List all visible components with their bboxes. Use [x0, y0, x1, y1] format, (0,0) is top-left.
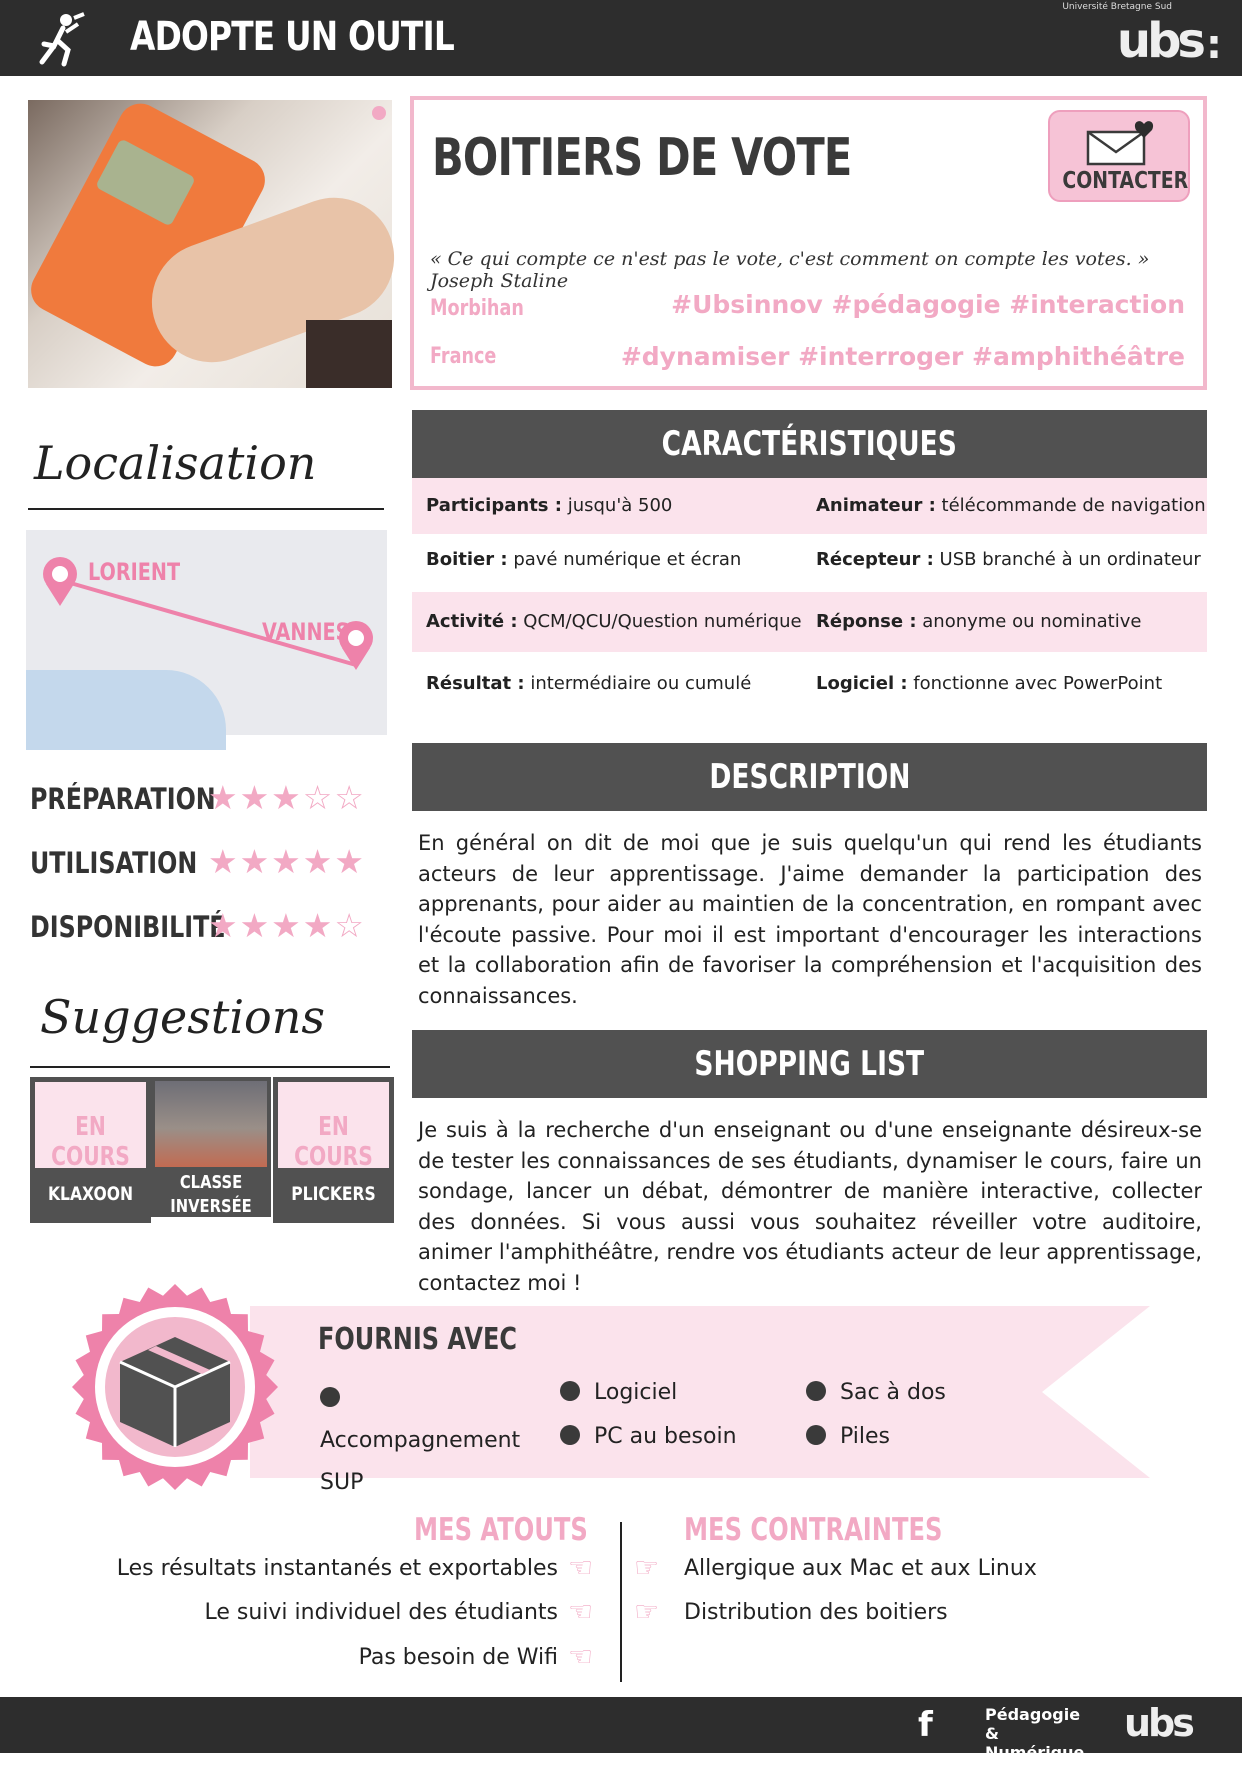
- quote: « Ce qui compte ce n'est pas le vote, c'est comment on compte les votes. » Joseph Staline: [430, 248, 1150, 292]
- suggestion-name: PLICKERS: [291, 1183, 376, 1205]
- atouts-divider: [620, 1522, 622, 1682]
- table-row: Résultat : intermédiaire ou cumulé Logiciel : fonctionne avec PowerPoint: [426, 673, 1163, 694]
- rating-label-disponibilite: DISPONIBILITÉ: [30, 910, 226, 944]
- atout-item: Le suivi individuel des étudiants: [204, 1600, 558, 1625]
- suggestion-card-classe-inversee[interactable]: [151, 1077, 271, 1217]
- pointing-hand-icon: ☞: [634, 1551, 660, 1584]
- fournis-item: Sac à dos: [806, 1380, 946, 1405]
- rating-label-preparation: PRÉPARATION: [30, 782, 216, 816]
- suggestion-card-plickers[interactable]: [273, 1077, 394, 1223]
- characteristics-header: CARACTÉRISTIQUES: [412, 410, 1207, 478]
- suggestion-status: EN COURS: [294, 1112, 373, 1172]
- suggestion-name: CLASSE INVERSÉE: [170, 1172, 252, 1217]
- tool-title: BOITIERS DE VOTE: [432, 128, 852, 188]
- suggestion-name: KLAXOON: [47, 1183, 134, 1205]
- table-row: Activité : QCM/QCU/Question numérique Réponse : anonyme ou nominative: [412, 592, 1207, 652]
- mail-heart-icon: [1086, 120, 1158, 168]
- map-city-lorient: LORIENT: [88, 558, 181, 586]
- footer-bar: [0, 1697, 1242, 1781]
- atout-item: Les résultats instantanés et exportables: [116, 1556, 558, 1581]
- hashtags-line-1[interactable]: #Ubsinnov #pédagogie #interaction: [671, 290, 1185, 319]
- table-row: Boitier : pavé numérique et écran Récepteur : USB branché à un ordinateur: [426, 549, 1201, 570]
- contrainte-item: Distribution des boitiers: [684, 1600, 948, 1625]
- suggestions-divider: [30, 1066, 390, 1068]
- pointing-hand-icon: ☜: [568, 1595, 594, 1628]
- shopping-header: SHOPPING LIST: [412, 1030, 1207, 1098]
- header-bar: [0, 0, 1242, 76]
- suggestion-card-klaxoon[interactable]: [30, 1077, 151, 1223]
- atouts-title: MES ATOUTS: [414, 1512, 588, 1548]
- fournis-item: Logiciel: [560, 1380, 677, 1405]
- rating-label-utilisation: UTILISATION: [30, 846, 198, 880]
- suggestion-photo: [155, 1081, 267, 1167]
- fournis-item: Piles: [806, 1424, 890, 1449]
- region-tag: Morbihan: [430, 296, 524, 321]
- localisation-heading: Localisation: [34, 436, 317, 490]
- tool-card: [410, 96, 1207, 390]
- shopping-text: Je suis à la recherche d'un enseignant ou d'une enseignante désireux-se de tester les connaissances de ses étudiants, dynamiser le cours, faire un sondage, lancer un débat, démontrer de manière interactive, collecter des données. Si vous aussi vous souhaitez réveiller votre auditoire, animer l'amphithéâtre, rendre vos étudiants acteur de leur apprentissage, contactez moi !: [418, 1118, 1202, 1295]
- inset-photo: [306, 320, 392, 388]
- page-header-title: ADOPTE UN OUTIL: [130, 14, 454, 60]
- rating-stars-utilisation: ★★★★★: [208, 842, 366, 881]
- runner-icon: [30, 10, 90, 68]
- description-header: DESCRIPTION: [412, 743, 1207, 811]
- box-badge-icon: [70, 1282, 280, 1492]
- country-tag: France: [430, 344, 497, 369]
- rating-stars-preparation: ★★★☆☆: [208, 778, 366, 817]
- ubs-logo-colon: :: [1206, 22, 1222, 68]
- contraintes-title: MES CONTRAINTES: [684, 1512, 943, 1548]
- facebook-icon[interactable]: f: [918, 1705, 933, 1745]
- map-city-vannes: VANNES: [262, 618, 350, 646]
- suggestion-status: EN COURS: [51, 1112, 130, 1172]
- ubs-logo: ubs: [1116, 13, 1202, 69]
- localisation-divider: [28, 508, 384, 510]
- pointing-hand-icon: ☜: [568, 1551, 594, 1584]
- table-row: Participants : jusqu'à 500 Animateur : télécommande de navigation: [412, 478, 1207, 534]
- footer-brand: Pédagogie & Numérique :: [985, 1705, 1085, 1781]
- contact-label: CONTACTER: [1062, 168, 1189, 194]
- rating-stars-disponibilite: ★★★★☆: [208, 906, 366, 945]
- pointing-hand-icon: ☞: [634, 1595, 660, 1628]
- university-label: Université Bretagne Sud: [1062, 2, 1172, 12]
- location-map[interactable]: [26, 530, 387, 735]
- tool-photo: [28, 100, 392, 388]
- description-text: En général on dit de moi que je suis quelqu'un qui rend les étudiants acteurs de leur apprentissage. J'aime demander la participation des apprenants, pour aider au maintien de la concentration, en rompant avec l'écoute passive. Pour moi il est important d'encourager les interactions et la collaboration afin de favoriser la compréhension et l'acquisition des connaissances.: [418, 831, 1202, 1008]
- contact-button[interactable]: [1048, 110, 1190, 202]
- atout-item: Pas besoin de Wifi: [358, 1645, 558, 1670]
- footer-ubs-logo: ubs: [1124, 1701, 1192, 1745]
- pointing-hand-icon: ☜: [568, 1640, 594, 1673]
- fournis-item: Accompagnement SUP: [320, 1378, 550, 1504]
- suggestions-heading: Suggestions: [40, 990, 325, 1044]
- fournis-item: PC au besoin: [560, 1424, 737, 1449]
- fournis-title: FOURNIS AVEC: [318, 1322, 517, 1357]
- photo-dot: [372, 106, 386, 120]
- hashtags-line-2[interactable]: #dynamiser #interroger #amphithéâtre: [620, 342, 1185, 371]
- contrainte-item: Allergique aux Mac et aux Linux: [684, 1556, 1037, 1581]
